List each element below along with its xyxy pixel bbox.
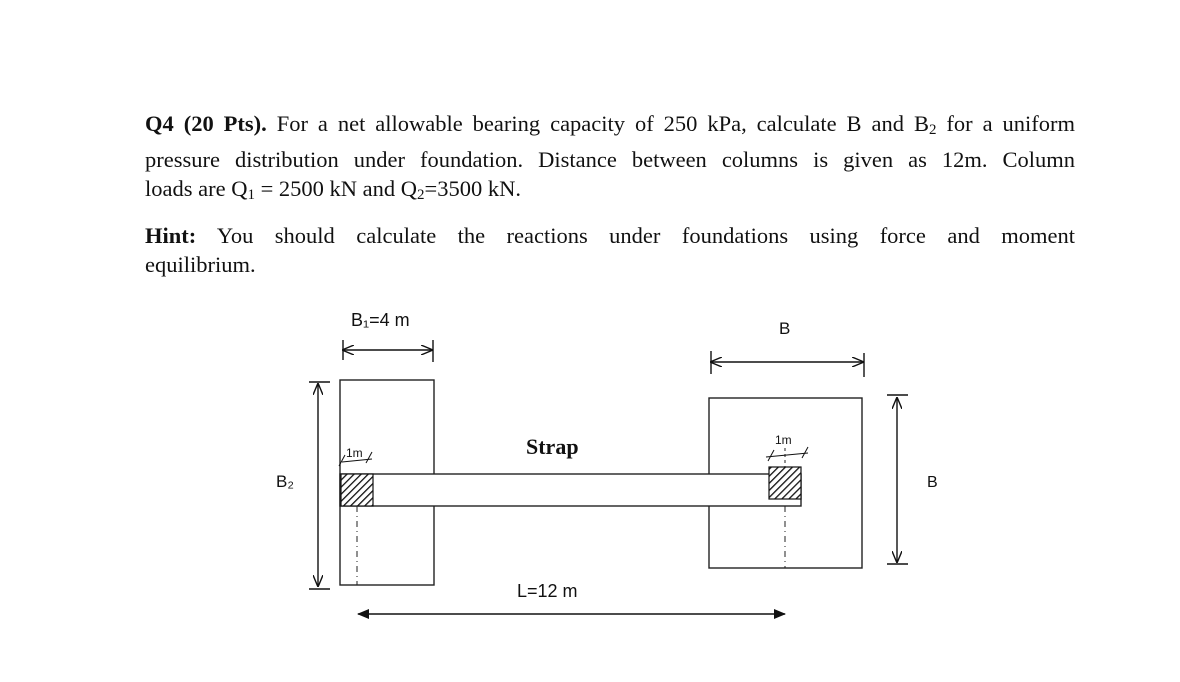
q2-value: =3500 kN. xyxy=(424,176,521,201)
b-top-label: B xyxy=(779,319,791,338)
hint-line-1-text: You should calculate the reactions under foundations using force and moment xyxy=(216,223,1075,248)
right-1m-tick-a xyxy=(768,450,774,461)
b-right-label: B xyxy=(927,474,938,491)
b2-subscript: 2 xyxy=(928,122,937,138)
hint-label: Hint: xyxy=(145,223,197,248)
strap-label: Strap xyxy=(526,434,579,459)
question-label: Q4 (20 Pts). xyxy=(145,111,267,136)
strap-beam xyxy=(340,474,801,506)
left-column xyxy=(341,474,373,506)
right-1m-label: 1m xyxy=(775,433,792,447)
q2-prefix: = 2500 kN and Q xyxy=(254,176,418,201)
b1-label: B₁=4 m xyxy=(351,310,410,330)
right-column xyxy=(769,467,801,499)
q2-subscript: 2 xyxy=(417,187,425,203)
left-1m-label: 1m xyxy=(346,446,363,460)
q1-prefix: loads are Q xyxy=(145,176,248,201)
length-label: L=12 m xyxy=(517,581,578,601)
hint-line-2: equilibrium. xyxy=(145,252,256,277)
left-1m-tick-b xyxy=(366,452,372,463)
question-line-1-end: for a uniform xyxy=(946,111,1076,136)
q1-subscript: 1 xyxy=(247,187,255,203)
b2-label: B₂ xyxy=(276,472,294,491)
question-line-2: pressure distribution under foundation. Distance between columns is given as 12m. Column xyxy=(145,147,1075,172)
right-1m-tick-b xyxy=(802,447,808,458)
question-line-1-text: For a net allowable bearing capacity of 250 kPa, calculate B and B xyxy=(276,111,929,136)
